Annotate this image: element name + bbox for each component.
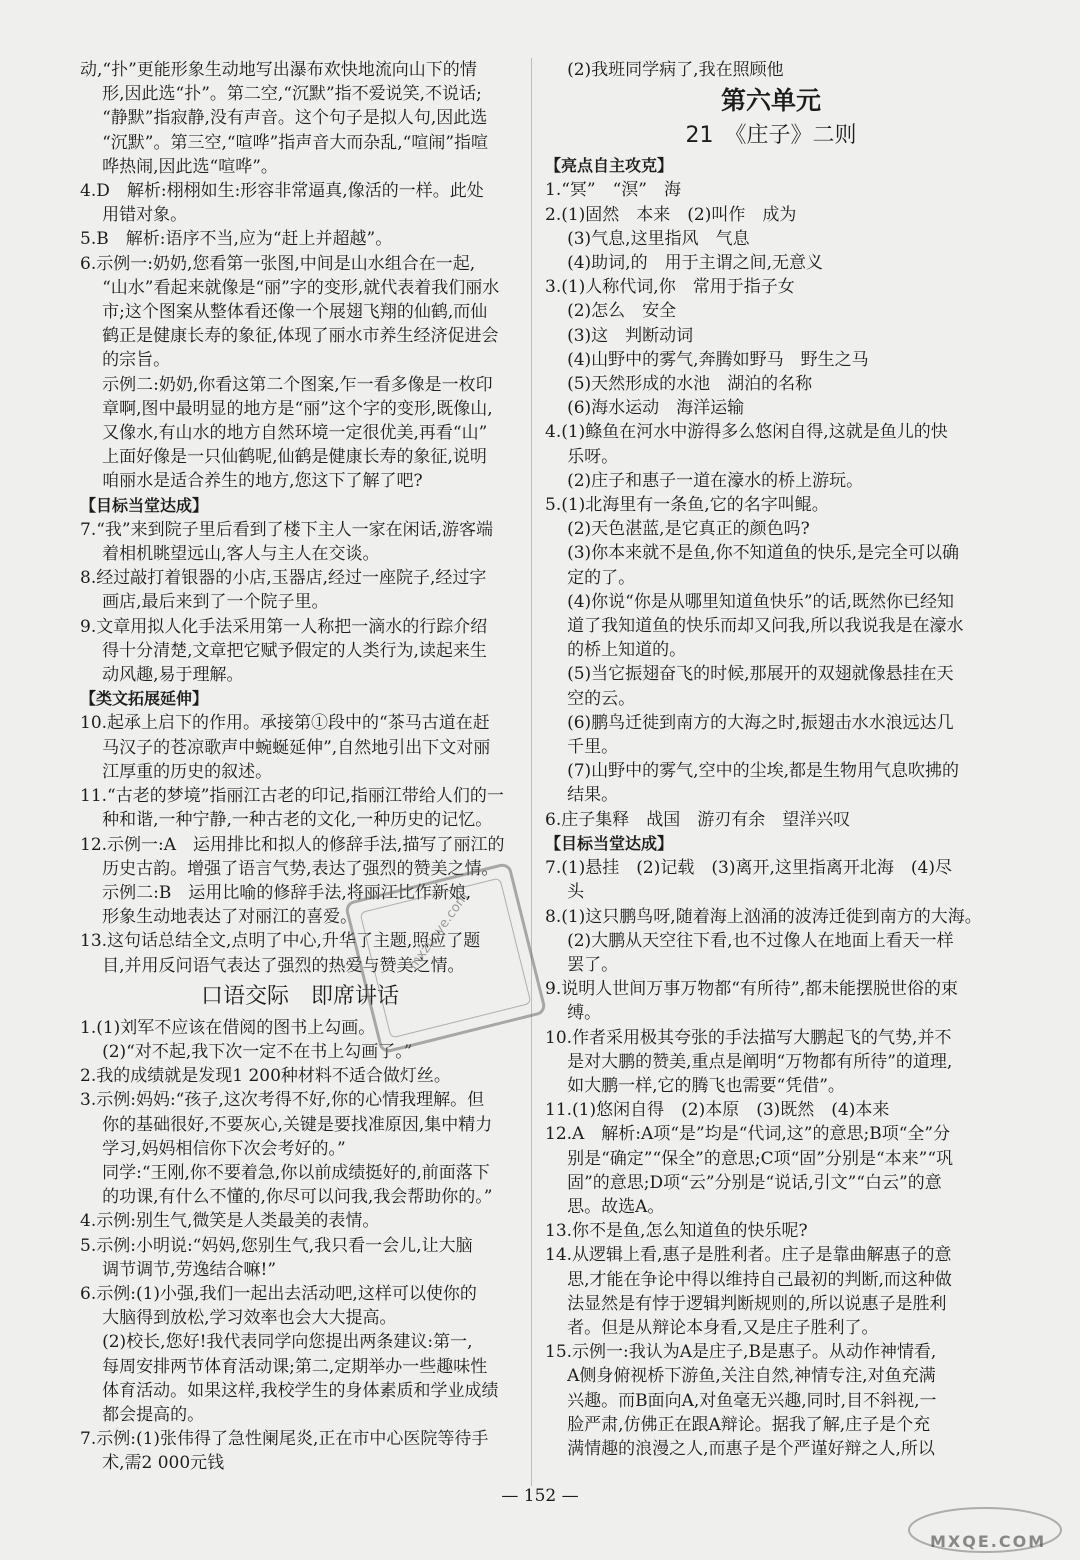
answer-line: 术,需2 000元钱: [102, 1453, 225, 1474]
answer-line: (2)怎么 安全: [567, 301, 677, 322]
answer-line: 6.示例一:奶奶,您看第一张图,中间是山水组合在一起,: [80, 253, 476, 274]
page-number: — 152 —: [501, 1486, 579, 1506]
answer-line: “静默”指寂静,没有声音。这个句子是拟人句,因此选: [102, 108, 488, 129]
answer-line: 同学:“王刚,你不要着急,你以前成绩挺好的,前面落下: [102, 1162, 490, 1183]
answer-line: (7)山野中的雾气,空中的尘埃,都是生物用气息吹拂的: [567, 761, 959, 782]
site-logo-text: MXQE.COM: [930, 1532, 1047, 1551]
answer-line: 兴趣。而B面向A,对鱼毫无兴趣,同时,目不斜视,一: [567, 1390, 937, 1411]
answer-line: 8.经过敲打着银器的小店,玉器店,经过一座院子,经过字: [80, 568, 487, 589]
answer-line: (2)大鹏从天空往下看,也不过像人在地面上看天一样: [567, 930, 954, 951]
answer-line: (4)山野中的雾气,奔腾如野马 野生之马: [567, 349, 869, 370]
answer-line: 11.“古老的梦境”指丽江古老的印记,指丽江带给人们的一: [80, 786, 504, 807]
stamp-text: mxzuoye.com: [406, 890, 472, 973]
answer-line: 1.“冥” “溟” 海: [545, 180, 681, 201]
answer-line: 脸严肃,仿佛正在跟A辩论。据我了解,庄子是个充: [567, 1414, 931, 1435]
answer-line: (3)这 判断动词: [567, 325, 694, 346]
answer-line: 7.“我”来到院子里后看到了楼下主人一家在闲话,游客端: [80, 519, 494, 540]
right-column: [545, 58, 997, 1461]
answer-line: 6.示例:(1)小强,我们一起出去活动吧,这样可以使你的: [80, 1283, 477, 1304]
answer-line: 的功课,有什么不懂的,你尽可以问我,我会帮助你的。”: [102, 1187, 493, 1208]
lesson-title: 21 《庄子》二则: [685, 123, 857, 149]
answer-line: 缚。: [567, 1003, 602, 1024]
answer-line: 如大鹏一样,它的腾飞也需要“凭借”。: [567, 1075, 845, 1096]
page-number-value: 152: [523, 1486, 557, 1506]
answer-line: (5)天然形成的水池 湖泊的名称: [567, 374, 813, 395]
answer-line: 2.我的成绩就是发现1 200种材料不适合做灯丝。: [80, 1066, 451, 1087]
answer-line: 14.从逻辑上看,惠子是胜利者。庄子是靠曲解惠子的意: [545, 1245, 952, 1266]
answer-line: “山水”看起来就像是“丽”字的变形,就代表着我们丽水: [102, 277, 500, 298]
answer-line: 12.示例一:A 运用排比和拟人的修辞手法,描写了丽江的: [80, 834, 505, 855]
answer-line: 8.(1)这只鹏鸟呀,随着海上汹涌的波涛迁徙到南方的大海。: [545, 906, 982, 927]
answer-line: 固”的意思;D项“云”分别是“说话,引文”“白云”的意: [567, 1172, 942, 1193]
answer-line: 5.示例:小明说:“妈妈,您别生气,我只看一会儿,让大脑: [80, 1235, 473, 1256]
answer-line: 示例二:B 运用比喻的修辞手法,将丽江比作新娘,: [102, 882, 472, 903]
section-heading: 【目标当堂达成】: [545, 833, 674, 853]
answer-line: (5)当它振翅奋飞的时候,那展开的双翅就像悬挂在天: [567, 664, 954, 685]
answer-line: 5.B 解析:语序不当,应为“赶上并超越”。: [80, 229, 393, 250]
answer-line: (4)你说“你是从哪里知道鱼快乐”的话,既然你已经知: [567, 591, 954, 612]
answer-line: 你的基础很好,不要灰心,关键是要找准原因,集中精力: [102, 1114, 493, 1135]
answer-line: 别是“确定”“保全”的意思;C项“固”分别是“本来”“巩: [567, 1148, 954, 1169]
left-column: [80, 58, 520, 1476]
answer-line: 咱丽水是适合养生的地方,您这下了解了吧?: [102, 471, 423, 492]
answer-line: 9.说明人世间万事万物都“有所待”,都未能摆脱世俗的束: [545, 979, 959, 1000]
answer-line: 3.(1)人称代词,你 常用于指子女: [545, 277, 795, 298]
answer-line: 罢了。: [567, 954, 619, 975]
answer-line: 着相机眺望远山,客人与主人在交谈。: [102, 544, 380, 565]
answer-line: 10.起承上启下的作用。承接第①段中的“茶马古道在赶: [80, 713, 490, 734]
answer-line: 形,因此选“扑”。第二空,“沉默”指不爱说笑,不说话;: [102, 84, 482, 105]
oral-section-title: 口语交际 即席讲话: [200, 983, 399, 1009]
answer-line: (6)鹏鸟迁徙到南方的大海之时,振翅击水水浪远达几: [567, 712, 954, 733]
answer-line: 的宗旨。: [102, 350, 171, 371]
section-heading: 【亮点自主攻克】: [545, 156, 674, 176]
answer-line: 者。但是从辩论本身看,又是庄子胜利了。: [567, 1317, 879, 1338]
answer-line: 10.作者采用极其夸张的手法描写大鹏起飞的气势,并不: [545, 1027, 952, 1048]
answer-line: 13.这句话总结全文,点明了中心,升华了主题,照应了题: [80, 931, 481, 952]
answer-line: 思。故选A。: [567, 1196, 665, 1217]
answer-line: 上面好像是一只仙鹤呢,仙鹤是健康长寿的象征,说明: [102, 447, 487, 468]
answer-line: (3)气息,这里指风 气息: [567, 228, 750, 249]
answer-line: 马汉子的苍凉歌声中蜿蜒延伸”,自然地引出下文对丽: [102, 737, 491, 758]
answer-line: 15.示例一:我认为A是庄子,B是惠子。从动作神情看,: [545, 1342, 937, 1363]
answer-line: 7.示例:(1)张伟得了急性阑尾炎,正在市中心医院等待手: [80, 1429, 489, 1450]
answer-line: 的桥上知道的。: [567, 640, 687, 661]
answer-line: 空的云。: [567, 688, 636, 709]
answer-line: 3.示例:妈妈:“孩子,这次考得不好,你的心情我理解。但: [80, 1090, 485, 1111]
answer-line: 7.(1)悬挂 (2)记载 (3)离开,这里指离开北海 (4)尽: [545, 858, 952, 879]
answer-line: “沉默”。第三空,“喧哗”指声音大而杂乱,“喧闹”指喧: [102, 132, 489, 153]
answer-line: 又像水,有山水的地方自然环境一定很优美,再看“山”: [102, 423, 488, 444]
answer-line: (6)海水运动 海洋运输: [567, 398, 745, 419]
answer-line: 调节调节,劳逸结合嘛!”: [102, 1259, 277, 1280]
answer-line: 得十分清楚,文章把它赋予假定的人类行为,读起来生: [102, 640, 487, 661]
unit-title: 第六单元: [720, 86, 821, 116]
answer-line: 目,并用反问语气表达了强烈的热爱与赞美之情。: [102, 955, 465, 976]
answer-line: 市;这个图案从整体看还像一个展翅飞翔的仙鹤,而仙: [102, 302, 488, 323]
answer-line: 4.示例:别生气,微笑是人类最美的表情。: [80, 1211, 380, 1232]
answer-line: 是对大鹏的赞美,重点是阐明“万物都有所待”的道理,: [567, 1051, 953, 1072]
answer-line: 思,才能在争论中得以维持自己最初的判断,而这种做: [567, 1269, 952, 1290]
answer-line: A侧身俯视桥下游鱼,关注自然,神情专注,对鱼充满: [567, 1366, 936, 1387]
column-divider: [531, 58, 532, 1486]
answer-line: 江厚重的历史的叙述。: [102, 761, 273, 782]
answer-line: 结果。: [567, 785, 619, 806]
answer-line: 4.(1)鲦鱼在河水中游得多么悠闲自得,这就是鱼儿的快: [545, 422, 948, 443]
answer-line: (2)校长,您好!我代表同学向您提出两条建议:第一,: [102, 1332, 473, 1353]
answer-line: (2)庄子和惠子一道在濠水的桥上游玩。: [567, 470, 864, 491]
answer-line: 每周安排两节体育活动课;第二,定期举办一些趣味性: [102, 1356, 488, 1377]
answer-line: 示例二:奶奶,你看这第二个图案,乍一看多像是一枚印: [102, 374, 493, 395]
answer-line: 种和谐,一种宁静,一种古老的文化,一种历史的记忆。: [102, 810, 493, 831]
answer-line: (2)我班同学病了,我在照顾他: [567, 60, 784, 80]
answer-line: 11.(1)悠闲自得 (2)本原 (3)既然 (4)本来: [545, 1100, 890, 1121]
answer-line: 头: [567, 882, 585, 903]
answer-line: 鹤正是健康长寿的象征,体现了丽水市养生经济促进会: [102, 326, 499, 347]
answer-line: 5.(1)北海里有一条鱼,它的名字叫鲲。: [545, 495, 829, 516]
answer-line: 哗热闹,因此选“喧哗”。: [102, 156, 278, 177]
answer-line: (2)“对不起,我下次一定不在书上勾画了。”: [102, 1041, 413, 1062]
answer-line: (3)你本来就不是鱼,你不知道鱼的快乐,是完全可以确: [567, 543, 959, 564]
answer-line: (2)天色湛蓝,是它真正的颜色吗?: [567, 519, 810, 540]
section-heading: 【目标当堂达成】: [80, 495, 209, 515]
answer-line: 13.你不是鱼,怎么知道鱼的快乐呢?: [545, 1221, 808, 1242]
answer-line: 法显然是有悖于逻辑判断规则的,所以说惠子是胜利: [567, 1293, 947, 1314]
answer-line: 用错对象。: [102, 205, 188, 226]
answer-line: 6.庄子集释 战国 游刃有余 望洋兴叹: [545, 809, 851, 830]
answer-line: 历史古韵。增强了语言气势,表达了强烈的赞美之情。: [102, 858, 499, 879]
answer-line: 9.文章用拟人化手法采用第一人称把一滴水的行踪介绍: [80, 616, 488, 637]
answer-line: 千里。: [567, 737, 619, 758]
answer-line: 都会提高的。: [102, 1404, 205, 1425]
section-heading: 【类文拓展延伸】: [80, 689, 209, 709]
answer-line: 1.(1)刘军不应该在借阅的图书上勾画。: [80, 1017, 376, 1038]
answer-line: 2.(1)固然 本来 (2)叫作 成为: [545, 204, 797, 225]
answer-line: (4)助词,的 用于主谓之间,无意义: [567, 253, 823, 274]
answer-line: 章啊,图中最明显的地方是“丽”这个字的变形,既像山,: [102, 398, 493, 419]
answer-line: 体育活动。如果这样,我校学生的身体素质和学业成绩: [102, 1380, 499, 1401]
answer-line: 定的了。: [567, 567, 636, 588]
answer-line: 画店,最后来到了一个院子里。: [102, 592, 329, 613]
answer-line: 学习,妈妈相信你下次会考好的。”: [102, 1138, 346, 1159]
answer-line: 形象生动地表达了对丽江的喜爱。: [102, 907, 358, 928]
answer-line: 12.A 解析:A项“是”均是“代词,这”的意思;B项“全”分: [545, 1124, 951, 1145]
answer-line: 道了我知道鱼的快乐而却又问我,所以我说我是在濠水: [567, 616, 964, 637]
answer-line: 4.D 解析:栩栩如生:形容非常逼真,像活的一样。此处: [80, 181, 484, 202]
answer-line: 动风趣,易于理解。: [102, 665, 244, 686]
answer-line: 满情趣的浪漫之人,而惠子是个严谨好辩之人,所以: [567, 1438, 935, 1459]
answer-line: 乐呀。: [567, 446, 619, 467]
answer-line: 动,“扑”更能形象生动地写出瀑布欢快地流向山下的情: [80, 60, 477, 80]
answer-line: 大脑得到放松,学习效率也会大大提高。: [102, 1308, 397, 1329]
